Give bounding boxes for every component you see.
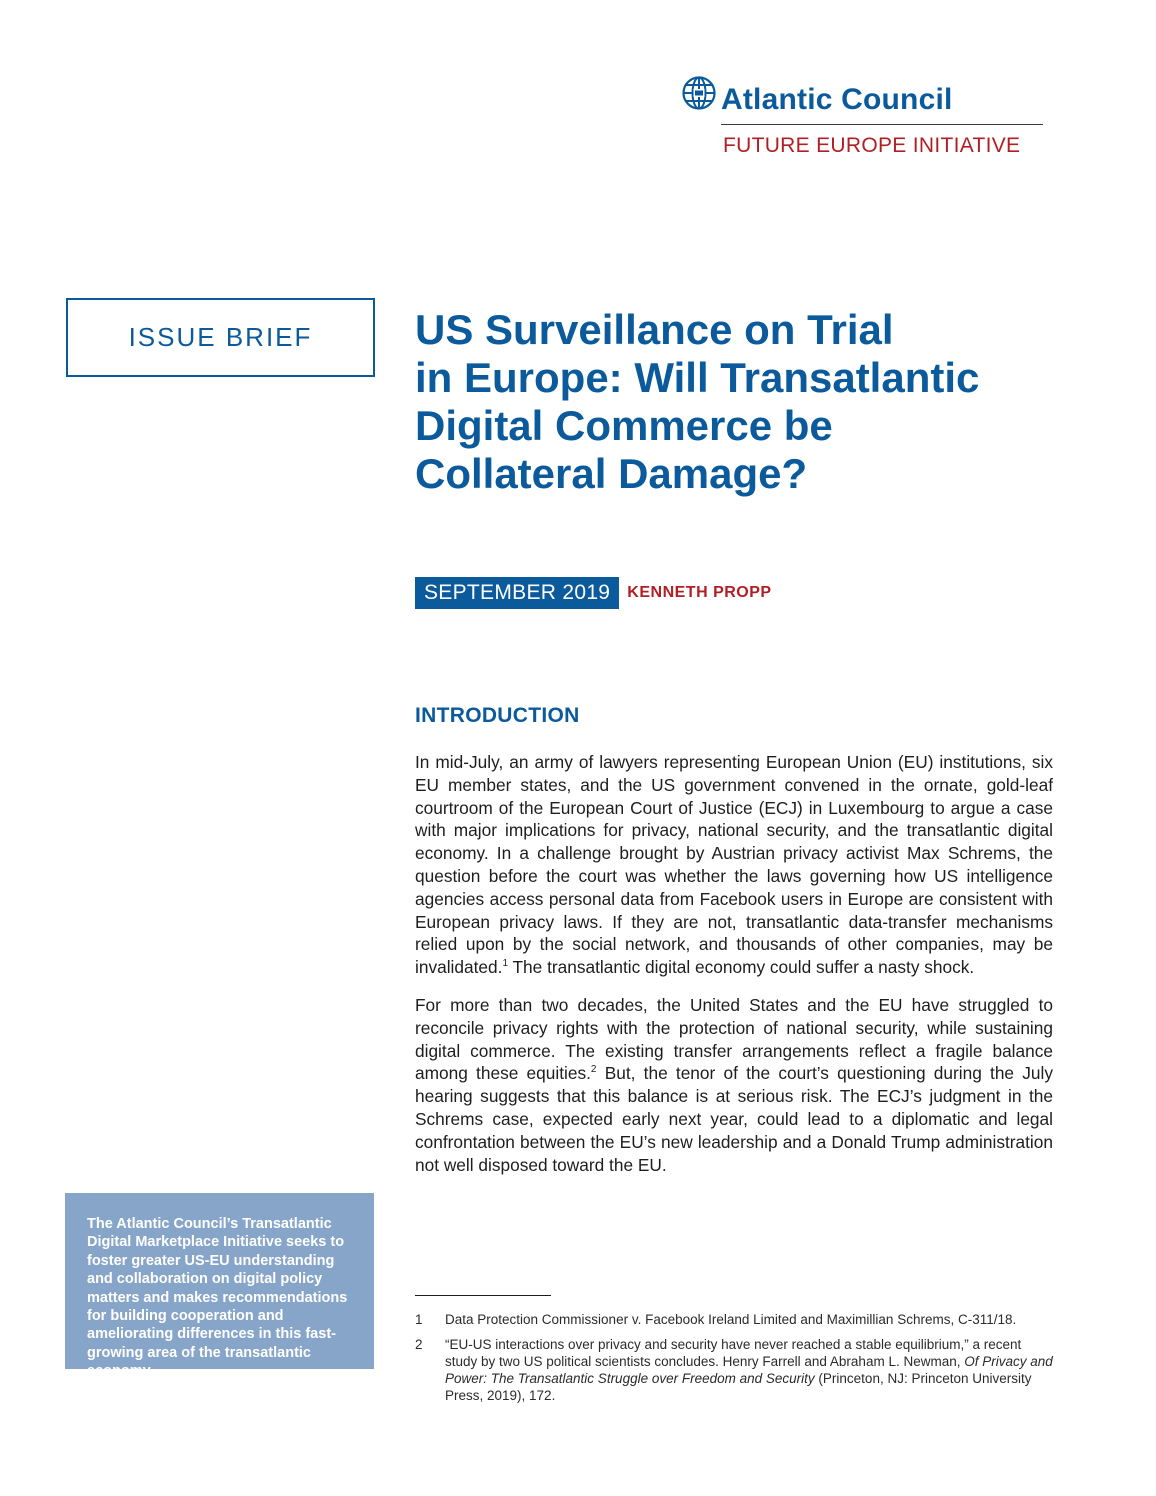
byline: [415, 577, 772, 609]
footnote-text: [445, 1336, 1055, 1404]
title-line: Collateral Damage?: [415, 450, 808, 497]
section-heading: INTRODUCTION: [415, 704, 580, 727]
issue-brief-label: ISSUE BRIEF: [66, 298, 375, 377]
page-title: [415, 306, 1095, 498]
paragraph-text: In mid-July, an army of lawyers representing European Union (EU) institutions, six EU member states, and the US government convened in the ornate, gold-leaf courtroom of the European Court of Justice (ECJ) in Luxembourg to argue a case with major implications for privacy, national security, and the transatlantic digital economy. In a challenge brought by Austrian privacy activist Max Schrems, the question before the court was whether the laws governing how US intelligence agencies access personal data from Facebook users in Europe are consistent with European privacy laws. If they are not, transatlantic data-transfer mechanisms relied upon by the social network, and thousands of other companies, may be invalidated.: [415, 752, 1053, 978]
footnote-ref[interactable]: 1: [502, 958, 508, 970]
footnote-text: Data Protection Commissioner v. Facebook Ireland Limited and Maximillian Schrems, C-311/18.: [445, 1312, 1017, 1327]
initiative-name: FUTURE EUROPE INITIATIVE: [723, 134, 1021, 157]
org-name: Atlantic Council: [721, 83, 953, 116]
sidebar-text: The Atlantic Council’s Transatlantic Digital Marketplace Initiative seeks to foster greater US-EU understanding and collaboration on digital policy matters and makes recommendations for building cooperation and ameliorating differences in this fast-growing area of the transatlantic economy.: [87, 1216, 348, 1380]
footnote-number: 1: [415, 1312, 423, 1327]
article-body: [415, 751, 1053, 1191]
footnote-text-part: (Princeton, NJ: Princeton University Press, 2019), 172.: [445, 1371, 1032, 1403]
paragraph: [415, 994, 1053, 1176]
paragraph-text: The transatlantic digital economy could suffer a nasty shock.: [508, 957, 975, 978]
footnote-divider: [415, 1295, 551, 1296]
author-name: KENNETH PROPP: [627, 584, 772, 601]
logo-divider: [721, 124, 1043, 125]
globe-icon: [681, 75, 717, 111]
title-line: US Surveillance on Trial: [415, 306, 894, 353]
title-line: Digital Commerce be: [415, 402, 833, 449]
paragraph: [415, 751, 1053, 979]
footnotes: [415, 1311, 1055, 1412]
title-line: in Europe: Will Transatlantic: [415, 354, 980, 401]
footnote-number: 2: [415, 1337, 423, 1352]
paragraph-text: For more than two decades, the United States and the EU have struggled to reconcile privacy rights with the protection of national security, while sustaining digital commerce. The existing transfer arrangements reflect a fragile balance among these equities.: [415, 994, 1053, 1084]
date-badge: SEPTEMBER 2019: [415, 577, 619, 609]
footnote-text-part: “EU-US interactions over privacy and security have never reached a stable equilibrium,” a recent study by two US political scientists concludes. Henry Farrell and Abraham L. Newman,: [445, 1337, 1022, 1369]
book-title: Of Privacy and Power: The Transatlantic Struggle over Freedom and Security: [445, 1354, 1053, 1386]
paragraph-text: But, the tenor of the court’s questioning during the July hearing suggests that this balance is at serious risk. The ECJ’s judgment in the Schrems case, expected early next year, could lead to a diplomatic and legal confrontation between the EU’s new leadership and a Donald Trump administration not well disposed toward the EU.: [415, 1063, 1053, 1175]
footnote: [415, 1336, 1055, 1404]
footnote: [415, 1311, 1055, 1328]
footnote-ref[interactable]: 2: [590, 1064, 597, 1076]
logo: [681, 68, 1043, 158]
sidebar-callout: [65, 1193, 374, 1380]
